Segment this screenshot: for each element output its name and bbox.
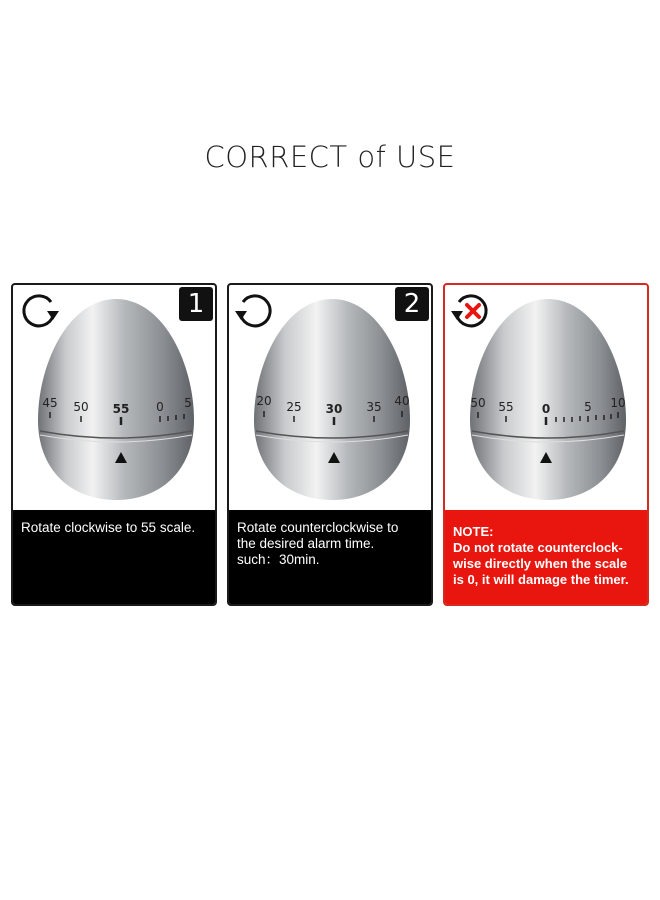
egg-timer-image — [36, 295, 196, 505]
scale-number: 50 — [73, 400, 89, 414]
warning-panel — [443, 283, 649, 606]
step-caption — [13, 510, 215, 604]
scale-number: 40 — [394, 394, 410, 408]
scale-number: 25 — [286, 400, 302, 414]
step-2-panel — [227, 283, 433, 606]
caption-line: Do not rotate counterclock- — [453, 540, 623, 555]
scale-number: 0 — [156, 400, 164, 414]
scale-number: 5 — [584, 400, 592, 414]
egg-timer-image — [252, 295, 412, 505]
caption-line: Rotate counterclockwise to — [237, 520, 399, 535]
page-title: CORRECT of USE — [204, 140, 456, 174]
step-number-badge: 1 — [179, 287, 213, 321]
step-1-panel — [11, 283, 217, 606]
egg-timer-image — [468, 295, 628, 505]
step-number-badge: 2 — [395, 287, 429, 321]
scale-number: 45 — [42, 396, 58, 410]
scale-number: 50 — [470, 396, 486, 410]
caption-line: the desired alarm time. — [237, 536, 375, 551]
caption-line: wise directly when the scale — [453, 556, 628, 571]
scale-number: 55 — [498, 400, 514, 414]
warning-caption — [445, 510, 647, 604]
scale-number: 0 — [541, 402, 551, 416]
scale-number: 55 — [112, 402, 130, 416]
caption-line: Rotate clockwise to 55 scale. — [21, 520, 196, 535]
scale-number: 10 — [610, 396, 626, 410]
scale-number: 20 — [256, 394, 272, 408]
caption-line: such：30min. — [237, 552, 320, 567]
scale-number: 35 — [366, 400, 382, 414]
caption-line: NOTE: — [453, 524, 494, 539]
step-caption — [229, 510, 431, 604]
scale-number: 30 — [325, 402, 343, 416]
scale-number: 5 — [184, 396, 192, 410]
caption-line: is 0, it will damage the timer. — [453, 572, 629, 587]
